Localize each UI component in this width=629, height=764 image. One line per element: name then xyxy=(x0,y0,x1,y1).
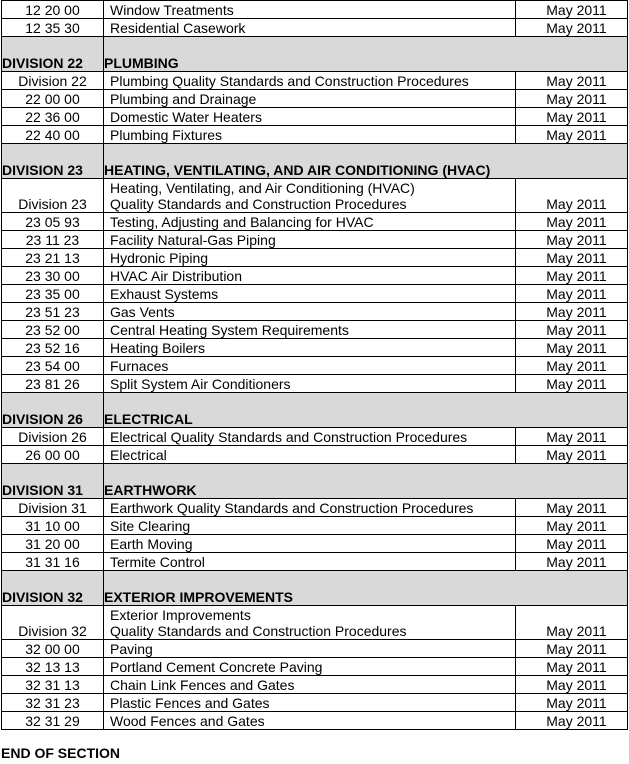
section-title: HVAC Air Distribution xyxy=(104,267,516,285)
section-row xyxy=(2,1,628,19)
section-number: Division 22 xyxy=(2,72,104,90)
section-number: Division 23 xyxy=(2,179,104,213)
section-date: May 2011 xyxy=(516,231,628,249)
section-number: 31 10 00 xyxy=(2,517,104,535)
division-title: HEATING, VENTILATING, AND AIR CONDITIONING (HVAC) xyxy=(104,144,628,179)
section-title: Paving xyxy=(104,640,516,658)
section-row xyxy=(2,658,628,676)
section-title: Split System Air Conditioners xyxy=(104,375,516,393)
division-header-row xyxy=(2,464,628,499)
section-row xyxy=(2,19,628,37)
section-date: May 2011 xyxy=(516,321,628,339)
division-number: DIVISION 23 xyxy=(2,144,104,179)
division-header-row xyxy=(2,393,628,428)
division-header-row xyxy=(2,37,628,72)
section-title: Testing, Adjusting and Balancing for HVAC xyxy=(104,213,516,231)
section-number: 23 35 00 xyxy=(2,285,104,303)
section-date: May 2011 xyxy=(516,213,628,231)
section-date: May 2011 xyxy=(516,179,628,213)
section-date: May 2011 xyxy=(516,90,628,108)
section-number: 23 05 93 xyxy=(2,213,104,231)
section-title: Portland Cement Concrete Paving xyxy=(104,658,516,676)
section-title: Facility Natural-Gas Piping xyxy=(104,231,516,249)
section-number: 23 54 00 xyxy=(2,357,104,375)
section-title: Central Heating System Requirements xyxy=(104,321,516,339)
section-row xyxy=(2,712,628,730)
section-row xyxy=(2,179,628,213)
section-number: 22 00 00 xyxy=(2,90,104,108)
section-date: May 2011 xyxy=(516,285,628,303)
section-date: May 2011 xyxy=(516,126,628,144)
section-title: Site Clearing xyxy=(104,517,516,535)
section-number: 12 20 00 xyxy=(2,1,104,19)
section-title-line2: Quality Standards and Construction Procedures xyxy=(110,623,407,639)
section-title-line2: Quality Standards and Construction Procedures xyxy=(110,196,407,212)
section-date: May 2011 xyxy=(516,249,628,267)
section-row xyxy=(2,72,628,90)
section-number: 26 00 00 xyxy=(2,446,104,464)
division-title: EARTHWORK xyxy=(104,464,628,499)
section-date: May 2011 xyxy=(516,428,628,446)
section-title: Heating Boilers xyxy=(104,339,516,357)
section-title: Plumbing Quality Standards and Construction Procedures xyxy=(104,72,516,90)
section-title: Furnaces xyxy=(104,357,516,375)
section-number: 23 52 00 xyxy=(2,321,104,339)
section-number: 31 20 00 xyxy=(2,535,104,553)
spec-table xyxy=(1,0,628,730)
section-row xyxy=(2,303,628,321)
section-date: May 2011 xyxy=(516,446,628,464)
section-date: May 2011 xyxy=(516,267,628,285)
section-row xyxy=(2,321,628,339)
section-row xyxy=(2,90,628,108)
section-title: Chain Link Fences and Gates xyxy=(104,676,516,694)
section-title: Termite Control xyxy=(104,553,516,571)
section-title xyxy=(104,606,516,640)
division-header-row xyxy=(2,571,628,606)
section-number: 32 31 13 xyxy=(2,676,104,694)
section-row xyxy=(2,375,628,393)
section-date: May 2011 xyxy=(516,676,628,694)
section-row xyxy=(2,446,628,464)
section-row xyxy=(2,640,628,658)
section-number: 22 40 00 xyxy=(2,126,104,144)
section-title: Earthwork Quality Standards and Construction Procedures xyxy=(104,499,516,517)
division-title: PLUMBING xyxy=(104,37,628,72)
section-number: Division 26 xyxy=(2,428,104,446)
section-row xyxy=(2,553,628,571)
section-number: 23 11 23 xyxy=(2,231,104,249)
division-number: DIVISION 31 xyxy=(2,464,104,499)
section-number: 32 00 00 xyxy=(2,640,104,658)
section-date: May 2011 xyxy=(516,694,628,712)
section-date: May 2011 xyxy=(516,535,628,553)
section-number: 23 52 16 xyxy=(2,339,104,357)
section-row xyxy=(2,428,628,446)
section-row xyxy=(2,108,628,126)
section-number: 32 13 13 xyxy=(2,658,104,676)
section-title: Plastic Fences and Gates xyxy=(104,694,516,712)
division-title: EXTERIOR IMPROVEMENTS xyxy=(104,571,628,606)
section-title: Hydronic Piping xyxy=(104,249,516,267)
section-date: May 2011 xyxy=(516,375,628,393)
section-title: Residential Casework xyxy=(104,19,516,37)
section-title: Electrical Quality Standards and Construction Procedures xyxy=(104,428,516,446)
section-row xyxy=(2,499,628,517)
section-row xyxy=(2,285,628,303)
section-date: May 2011 xyxy=(516,606,628,640)
section-date: May 2011 xyxy=(516,658,628,676)
section-date: May 2011 xyxy=(516,712,628,730)
section-title: Earth Moving xyxy=(104,535,516,553)
section-date: May 2011 xyxy=(516,517,628,535)
section-number: 23 81 26 xyxy=(2,375,104,393)
section-title: Plumbing and Drainage xyxy=(104,90,516,108)
section-number: 23 21 13 xyxy=(2,249,104,267)
section-date: May 2011 xyxy=(516,499,628,517)
end-of-section: END OF SECTION xyxy=(1,745,121,761)
section-title-line1: Heating, Ventilating, and Air Conditioning (HVAC) xyxy=(110,180,415,196)
section-date: May 2011 xyxy=(516,1,628,19)
section-number: 23 51 23 xyxy=(2,303,104,321)
section-number: 31 31 16 xyxy=(2,553,104,571)
section-date: May 2011 xyxy=(516,553,628,571)
section-date: May 2011 xyxy=(516,640,628,658)
section-row xyxy=(2,357,628,375)
section-row xyxy=(2,517,628,535)
section-title xyxy=(104,179,516,213)
section-date: May 2011 xyxy=(516,303,628,321)
section-row xyxy=(2,535,628,553)
section-number: 32 31 29 xyxy=(2,712,104,730)
section-row xyxy=(2,676,628,694)
section-row xyxy=(2,339,628,357)
section-title: Plumbing Fixtures xyxy=(104,126,516,144)
division-number: DIVISION 26 xyxy=(2,393,104,428)
section-title: Gas Vents xyxy=(104,303,516,321)
section-date: May 2011 xyxy=(516,19,628,37)
section-row xyxy=(2,606,628,640)
section-title: Window Treatments xyxy=(104,1,516,19)
section-row xyxy=(2,231,628,249)
division-header-row xyxy=(2,144,628,179)
section-number: 22 36 00 xyxy=(2,108,104,126)
section-number: 12 35 30 xyxy=(2,19,104,37)
division-number: DIVISION 32 xyxy=(2,571,104,606)
section-number: 32 31 23 xyxy=(2,694,104,712)
section-row xyxy=(2,267,628,285)
section-title: Domestic Water Heaters xyxy=(104,108,516,126)
division-title: ELECTRICAL xyxy=(104,393,628,428)
section-date: May 2011 xyxy=(516,108,628,126)
section-number: Division 31 xyxy=(2,499,104,517)
section-date: May 2011 xyxy=(516,357,628,375)
section-row xyxy=(2,694,628,712)
section-title: Electrical xyxy=(104,446,516,464)
section-row xyxy=(2,126,628,144)
section-title: Exhaust Systems xyxy=(104,285,516,303)
section-row xyxy=(2,213,628,231)
section-title: Wood Fences and Gates xyxy=(104,712,516,730)
section-row xyxy=(2,249,628,267)
section-number: Division 32 xyxy=(2,606,104,640)
section-date: May 2011 xyxy=(516,72,628,90)
section-number: 23 30 00 xyxy=(2,267,104,285)
division-number: DIVISION 22 xyxy=(2,37,104,72)
section-date: May 2011 xyxy=(516,339,628,357)
section-title-line1: Exterior Improvements xyxy=(110,607,251,623)
